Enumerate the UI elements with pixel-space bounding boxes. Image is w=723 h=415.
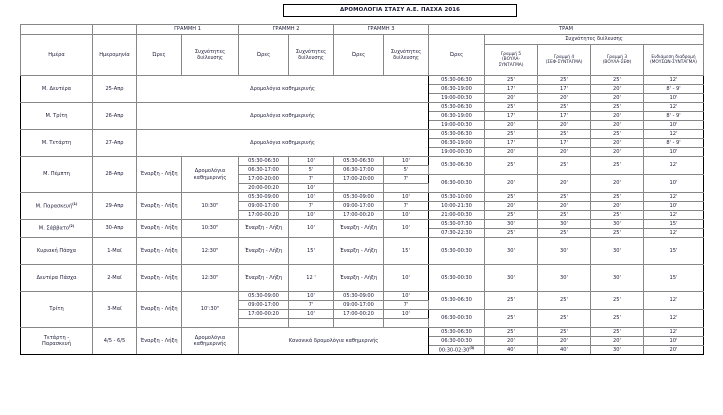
tram-hours: 06:30-19:00 — [429, 112, 485, 121]
line2-hours: 17:00-00:20 — [239, 310, 289, 319]
tram-line3-freq: 25' — [591, 103, 644, 112]
tram-line4-freq: 20' — [538, 175, 591, 193]
tram-line3-freq: 20' — [591, 337, 644, 346]
tram-mid-freq: 12' — [644, 103, 704, 112]
row-day-label-a: Τετάρτη - — [43, 334, 70, 341]
tram-hours: 05:30-00:30 — [429, 238, 485, 265]
row-day: Μ. Πέμπτη — [21, 157, 93, 193]
tram-hours: 19:00-00:30 — [429, 94, 485, 103]
line3-hours: Έναρξη - Λήξη — [334, 220, 384, 238]
tram-mid-name: Ενδιάμεση διαδρομή — [651, 54, 696, 60]
tram-line4-freq: 20' — [538, 94, 591, 103]
header-col-hours-line1: Ώρες — [137, 35, 182, 76]
row-date: 27-Απρ — [93, 130, 137, 157]
line3-freq: 10' — [384, 220, 429, 238]
line1-freq — [182, 157, 239, 193]
tram-mid-freq: 8' - 9' — [644, 112, 704, 121]
header-col-hours-line3: Ώρες — [334, 35, 384, 76]
table-row — [21, 328, 704, 337]
tram-hours: 05:30-06:30 — [429, 157, 485, 175]
header-group-row — [21, 25, 704, 35]
tram-line4-freq: 20' — [538, 337, 591, 346]
tram-hours: 07:30-22:30 — [429, 229, 485, 238]
tram-line5-freq: 20' — [485, 121, 538, 130]
row-date: 1-Μαϊ — [93, 238, 137, 265]
row-day — [21, 328, 93, 355]
tram-hours: 05:30-10:00 — [429, 193, 485, 202]
line3-hours: Έναρξη - Λήξη — [334, 238, 384, 265]
tram-line3-freq: 20' — [591, 202, 644, 211]
line2-hours: 05:30-09:00 — [239, 193, 289, 202]
line1-freq: 10:30" — [182, 193, 239, 220]
line3-freq: 10' — [384, 193, 429, 202]
line3-hours: 05:30-09:00 — [334, 193, 384, 202]
line2-freq: 7' — [289, 202, 334, 211]
tram-line4-route: (ΣΕΦ-ΣΥΝΤΑΓΜΑ) — [545, 60, 583, 65]
line3-freq: 10' — [384, 310, 429, 319]
tram-mid-freq: 12' — [644, 328, 704, 337]
line2-freq: 7' — [289, 301, 334, 310]
tram-mid-freq: 20' — [644, 346, 704, 355]
tram-mid-freq: 10' — [644, 121, 704, 130]
header-spacer-day — [21, 25, 93, 35]
tram-hours: 06:30-00:30 — [429, 175, 485, 193]
tram-line3-freq: 20' — [591, 139, 644, 148]
header-col-hours-line2: Ώρες — [239, 35, 289, 76]
tram-line5-freq: 20' — [485, 337, 538, 346]
line1-hours: Έναρξη - Λήξη — [137, 238, 182, 265]
tram-hours: 06:30-19:00 — [429, 85, 485, 94]
tram-line3-freq: 25' — [591, 211, 644, 220]
tram-line3-freq: 30' — [591, 346, 644, 355]
line3-hours: Έναρξη - Λήξη — [334, 265, 384, 292]
line3-freq: 10' — [384, 265, 429, 292]
line1-hours: Έναρξη - Λήξη — [137, 220, 182, 238]
tram-line4-freq: 25' — [538, 328, 591, 337]
row-date: 26-Απρ — [93, 103, 137, 130]
tram-line3-name: Γραμμή 3 — [606, 54, 628, 60]
tram-line5-route-a: (ΒΟΥΛΑ- — [501, 57, 521, 63]
line3-hours: 17:00-20:00 — [334, 175, 384, 184]
tram-mid-freq: 15' — [644, 238, 704, 265]
tram-hours-footnote: (3) — [469, 346, 475, 350]
line2-hours: 05:30-06:30 — [239, 157, 289, 166]
tram-line3-freq: 25' — [591, 76, 644, 85]
tram-mid-freq: 8' - 9' — [644, 85, 704, 94]
line2-hours: 17:00-00:20 — [239, 211, 289, 220]
tram-hours: 05:30-06:30 — [429, 130, 485, 139]
line2-freq: 10' — [289, 157, 334, 166]
tram-hours: 21:00-00:30 — [429, 211, 485, 220]
tram-mid-freq: 10' — [644, 94, 704, 103]
tram-line5-freq: 20' — [485, 148, 538, 157]
tram-line4-freq: 25' — [538, 76, 591, 85]
tram-line3-route: (ΒΟΥΛΑ-ΣΕΦ) — [602, 60, 632, 65]
header-group-tram: ΤΡΑΜ — [429, 25, 704, 35]
line1-freq-b: καθημερινής — [193, 174, 227, 181]
tram-mid-freq: 10' — [644, 175, 704, 193]
header-group-line2: ΓΡΑΜΜΗ 2 — [239, 25, 334, 35]
tram-hours: 06:30-00:30 — [429, 310, 485, 328]
line2-hours: 20:00-00:20 — [239, 184, 289, 193]
row-metro-note: Κανονικά δρομολόγια καθημερινής — [239, 328, 429, 355]
tram-line5-freq: 17' — [485, 112, 538, 121]
line1-hours: Έναρξη - Λήξη — [137, 265, 182, 292]
tram-hours: 19:00-00:30 — [429, 121, 485, 130]
header-group-line1: ΓΡΑΜΜΗ 1 — [137, 25, 239, 35]
line2-hours: 06:30-17:00 — [239, 166, 289, 175]
tram-line4-freq: 20' — [538, 121, 591, 130]
tram-mid-freq: 12' — [644, 310, 704, 328]
tram-line3-freq: 20' — [591, 121, 644, 130]
tram-hours — [429, 346, 485, 355]
table-row — [21, 130, 704, 139]
tram-line4-freq: 25' — [538, 103, 591, 112]
tram-line5-freq: 30' — [485, 265, 538, 292]
row-day — [21, 193, 93, 220]
tram-line3-freq: 25' — [591, 229, 644, 238]
line3-freq: 7' — [384, 175, 429, 184]
tram-line5-freq: 40' — [485, 346, 538, 355]
table-row — [21, 292, 704, 301]
tram-line5-freq: 17' — [485, 139, 538, 148]
tram-line5-freq: 20' — [485, 94, 538, 103]
tram-line3-freq: 25' — [591, 157, 644, 175]
tram-mid-freq: 10' — [644, 202, 704, 211]
line2-freq: 10' — [289, 184, 334, 193]
tram-line3-freq: 25' — [591, 130, 644, 139]
line3-freq: 7' — [384, 202, 429, 211]
line3-hours: 06:30-17:00 — [334, 166, 384, 175]
tram-line4-freq: 17' — [538, 139, 591, 148]
tram-line4-freq: 17' — [538, 112, 591, 121]
tram-line3-freq: 30' — [591, 265, 644, 292]
line2-freq: 12 ' — [289, 265, 334, 292]
tram-line5-freq: 20' — [485, 202, 538, 211]
line1-freq — [182, 328, 239, 355]
tram-line4-freq: 25' — [538, 310, 591, 328]
line3-freq: 5' — [384, 166, 429, 175]
tram-hours: 10:00-21:30 — [429, 202, 485, 211]
row-date: 25-Απρ — [93, 76, 137, 103]
line3-hours: 05:30-06:30 — [334, 157, 384, 166]
tram-line5-freq: 20' — [485, 175, 538, 193]
table-row — [21, 220, 704, 229]
tram-hours: 19:00-00:30 — [429, 148, 485, 157]
tram-line5-freq: 25' — [485, 310, 538, 328]
tram-hours: 05:30-06:30 — [429, 76, 485, 85]
tram-mid-freq: 15' — [644, 220, 704, 229]
row-day — [21, 220, 93, 238]
tram-line4-freq: 25' — [538, 211, 591, 220]
tram-line4-freq: 20' — [538, 202, 591, 211]
line2-freq — [289, 319, 334, 328]
line1-freq-b: καθημερινής — [193, 341, 227, 348]
row-metro-note: Δρομολόγια καθημερινής — [137, 103, 429, 130]
tram-mid-freq: 12' — [644, 76, 704, 85]
table-row — [21, 193, 704, 202]
tram-line5-freq: 25' — [485, 328, 538, 337]
tram-line3-freq: 20' — [591, 112, 644, 121]
row-date: 30-Απρ — [93, 220, 137, 238]
tram-mid-freq: 12' — [644, 130, 704, 139]
header-tram-line5 — [485, 45, 538, 76]
line3-freq — [384, 319, 429, 328]
line2-hours: 09:00-17:00 — [239, 301, 289, 310]
document-title-banner — [283, 4, 517, 17]
line2-freq: 10' — [289, 211, 334, 220]
row-day: Μ. Τετάρτη — [21, 130, 93, 157]
tram-line4-freq: 25' — [538, 193, 591, 202]
tram-line5-freq: 30' — [485, 238, 538, 265]
row-day-footnote: (2) — [69, 224, 75, 229]
header-sub-row — [21, 35, 704, 45]
tram-hours: 05:30-06:30 — [429, 328, 485, 337]
line2-freq: 10' — [289, 310, 334, 319]
tram-line4-freq: 30' — [538, 265, 591, 292]
header-col-day: Ημέρα — [21, 35, 93, 76]
line3-freq: 10' — [384, 157, 429, 166]
schedule-table — [20, 24, 704, 355]
tram-mid-freq: 8' - 9' — [644, 139, 704, 148]
page-title: ΔΡΟΜΟΛΟΓΙΑ ΣΤΑΣΥ Α.Ε. ΠΑΣΧΑ 2016 — [339, 7, 461, 13]
line3-hours: 17:00-00:20 — [334, 211, 384, 220]
row-day: Μ. Δευτέρα — [21, 76, 93, 103]
row-day-label-b: Παρασκευή — [42, 341, 71, 348]
table-row — [21, 238, 704, 265]
row-day-footnote: (1) — [72, 201, 78, 206]
row-metro-note: Δρομολόγια καθημερινής — [137, 76, 429, 103]
line2-freq: 10' — [289, 220, 334, 238]
line2-freq: 10' — [289, 292, 334, 301]
tram-line5-freq: 25' — [485, 229, 538, 238]
tram-line5-freq: 25' — [485, 292, 538, 310]
table-row — [21, 265, 704, 292]
line3-hours: 09:00-17:00 — [334, 202, 384, 211]
tram-mid-route: (ΜΟΥΣΩΝ-ΣΥΝΤΑΓΜΑ) — [650, 60, 697, 65]
tram-hours: 05:30-06:30 — [429, 292, 485, 310]
row-date: 2-Μαϊ — [93, 265, 137, 292]
row-day: Μ. Τρίτη — [21, 103, 93, 130]
line2-hours: Έναρξη - Λήξη — [239, 265, 289, 292]
header-tram-line3 — [591, 45, 644, 76]
tram-hours: 06:30-00:30 — [429, 337, 485, 346]
tram-line4-freq: 25' — [538, 157, 591, 175]
tram-mid-freq: 12' — [644, 211, 704, 220]
row-day-label: Μ. Παρασκευή — [35, 203, 73, 210]
header-tram-freq: Συχνότητες διέλευσης — [485, 35, 704, 45]
line2-hours: 09:00-17:00 — [239, 202, 289, 211]
tram-line3-freq: 20' — [591, 175, 644, 193]
tram-line5-route-b: ΣΥΝΤΑΓΜΑ) — [498, 62, 524, 68]
row-date: 3-Μαϊ — [93, 292, 137, 328]
header-tram-intermediate — [644, 45, 704, 76]
tram-mid-freq: 12' — [644, 193, 704, 202]
tram-line3-freq: 30' — [591, 220, 644, 229]
tram-line4-freq: 25' — [538, 130, 591, 139]
tram-hours: 05:30-00:30 — [429, 265, 485, 292]
tram-mid-freq: 12' — [644, 292, 704, 310]
header-spacer-date — [93, 25, 137, 35]
header-col-freq-line3: Συχνότητες διέλευσης — [384, 35, 429, 76]
line1-freq: 12:30" — [182, 238, 239, 265]
line2-hours: Έναρξη - Λήξη — [239, 220, 289, 238]
line1-hours: Έναρξη - Λήξη — [137, 157, 182, 193]
line3-freq — [384, 184, 429, 193]
line2-hours — [239, 319, 289, 328]
row-day: Τρίτη — [21, 292, 93, 328]
tram-line3-freq: 25' — [591, 310, 644, 328]
line1-hours: Έναρξη - Λήξη — [137, 193, 182, 220]
tram-hours: 06:30-19:00 — [429, 139, 485, 148]
line3-hours — [334, 319, 384, 328]
line1-hours: Έναρξη - Λήξη — [137, 328, 182, 355]
header-col-hours-tram: Ώρες — [429, 35, 485, 76]
line2-hours: 05:30-09:00 — [239, 292, 289, 301]
table-row — [21, 103, 704, 112]
line3-hours: 17:00-00:20 — [334, 310, 384, 319]
tram-line4-freq: 30' — [538, 238, 591, 265]
tram-line5-freq: 25' — [485, 130, 538, 139]
tram-line3-freq: 20' — [591, 148, 644, 157]
tram-hours: 05:30-07:30 — [429, 220, 485, 229]
row-date: 29-Απρ — [93, 193, 137, 220]
tram-line4-freq: 25' — [538, 229, 591, 238]
line2-freq: 15' — [289, 238, 334, 265]
tram-line4-freq: 25' — [538, 292, 591, 310]
tram-line4-name: Γραμμή 4 — [553, 54, 575, 60]
tram-mid-freq: 15' — [644, 265, 704, 292]
row-day: Κυριακή Πάσχα — [21, 238, 93, 265]
line2-hours: 17:00-20:00 — [239, 175, 289, 184]
tram-line4-freq: 17' — [538, 85, 591, 94]
tram-mid-freq: 10' — [644, 148, 704, 157]
line3-freq: 15' — [384, 238, 429, 265]
line1-freq-a: Δρομολόγια — [194, 168, 226, 175]
row-date: 4/5 - 6/5 — [93, 328, 137, 355]
tram-line5-freq: 17' — [485, 85, 538, 94]
tram-line4-freq: 40' — [538, 346, 591, 355]
line2-freq: 5' — [289, 166, 334, 175]
tram-line5-freq: 25' — [485, 193, 538, 202]
header-col-freq-line2: Συχνότητες διέλευσης — [289, 35, 334, 76]
line1-freq: 10:30" — [182, 220, 239, 238]
tram-line4-freq: 20' — [538, 148, 591, 157]
tram-line3-freq: 30' — [591, 238, 644, 265]
line1-freq-a: Δρομολόγια — [194, 334, 226, 341]
tram-mid-freq: 12' — [644, 229, 704, 238]
header-col-freq-line1: Συχνότητες διέλευσης — [182, 35, 239, 76]
line3-hours: 05:30-09:00 — [334, 292, 384, 301]
tram-mid-freq: 10' — [644, 337, 704, 346]
tram-line5-freq: 25' — [485, 103, 538, 112]
line3-freq: 7' — [384, 301, 429, 310]
header-group-line3: ΓΡΑΜΜΗ 3 — [334, 25, 429, 35]
line3-freq: 10' — [384, 292, 429, 301]
tram-line5-name: Γραμμή 5 — [500, 52, 522, 58]
tram-line3-freq: 25' — [591, 193, 644, 202]
tram-line3-freq: 25' — [591, 292, 644, 310]
line2-freq: 10' — [289, 193, 334, 202]
line2-freq: 7' — [289, 175, 334, 184]
line3-freq: 10' — [384, 211, 429, 220]
tram-line5-freq: 30' — [485, 220, 538, 229]
tram-line3-freq: 20' — [591, 85, 644, 94]
row-metro-note: Δρομολόγια καθημερινής — [137, 130, 429, 157]
tram-mid-freq: 12' — [644, 157, 704, 175]
row-day-label: Μ. Σάββατο — [38, 226, 70, 233]
line2-hours: Έναρξη - Λήξη — [239, 238, 289, 265]
header-col-date: Ημερομηνία — [93, 35, 137, 76]
table-row — [21, 157, 704, 166]
line3-hours — [334, 184, 384, 193]
tram-line3-freq: 20' — [591, 94, 644, 103]
line1-freq: 12:30" — [182, 265, 239, 292]
row-day: Δευτέρα Πάσχα — [21, 265, 93, 292]
table-row — [21, 76, 704, 85]
line3-hours: 09:00-17:00 — [334, 301, 384, 310]
tram-hours: 05:30-06:30 — [429, 103, 485, 112]
tram-line5-freq: 25' — [485, 76, 538, 85]
tram-hours-label: 00:30-02:30 — [438, 347, 470, 354]
tram-line3-freq: 25' — [591, 328, 644, 337]
tram-line5-freq: 25' — [485, 211, 538, 220]
tram-line5-freq: 25' — [485, 157, 538, 175]
row-date: 28-Απρ — [93, 157, 137, 193]
tram-line4-freq: 30' — [538, 220, 591, 229]
line1-freq: 10':30" — [182, 292, 239, 328]
header-tram-line4 — [538, 45, 591, 76]
line1-hours: Έναρξη - Λήξη — [137, 292, 182, 328]
